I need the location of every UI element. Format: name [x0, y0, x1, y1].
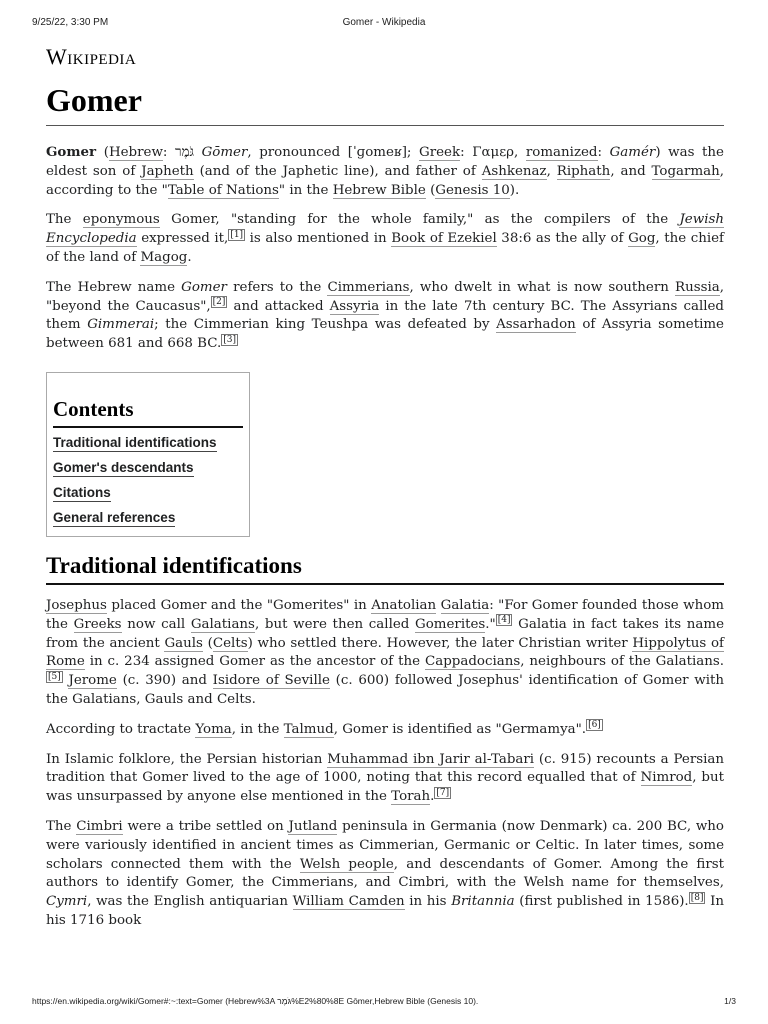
- text: 38:6 as the ally of: [496, 231, 629, 247]
- text: in his: [404, 894, 452, 910]
- toc-heading: Contents: [53, 397, 243, 428]
- lead-paragraph-1: [46, 143, 724, 200]
- text: According to tractate: [46, 721, 196, 737]
- link-greeks[interactable]: Greeks: [73, 616, 122, 632]
- text: .: [187, 249, 192, 265]
- text: [436, 598, 440, 613]
- link-genesis-10[interactable]: Genesis 10: [435, 182, 510, 198]
- link-assyria[interactable]: Assyria: [329, 298, 380, 314]
- toc-list: [53, 433, 243, 528]
- section1-paragraph-4: [46, 818, 724, 931]
- link-cimmerians[interactable]: Cimmerians: [327, 279, 410, 295]
- text: , but were then called: [254, 616, 416, 632]
- print-header: [32, 17, 736, 31]
- print-timestamp: 9/25/22, 3:30 PM: [32, 17, 109, 28]
- reference-link[interactable]: [4]: [497, 615, 511, 626]
- text: .": [485, 616, 496, 632]
- reference-link[interactable]: [5]: [48, 671, 61, 682]
- text: (: [202, 635, 213, 651]
- article-body: [46, 143, 724, 942]
- link-celts[interactable]: Celts: [212, 635, 248, 651]
- text: , pronounced [ˈɡomeʁ];: [247, 145, 420, 160]
- text: The Hebrew name: [46, 279, 182, 295]
- text: peninsula in Germania (now Denmark) ca. 200 BC, who were variously identified in ancient times as Cimmerian, Germanic or Celtic. In later times, some scholars connected them with the: [46, 818, 724, 872]
- text: were a tribe settled on: [122, 818, 289, 834]
- toc-item-label: Gomer's descendants: [53, 459, 194, 475]
- link-table-of-nations[interactable]: Table of Nations: [167, 182, 279, 198]
- text: : גֹּמֶר: [162, 145, 202, 160]
- text: is also mentioned in: [245, 231, 392, 247]
- toc-item-citations[interactable]: [53, 483, 243, 503]
- text: Gōmer: [201, 145, 248, 160]
- text: placed Gomer and the "Gomerites" in: [106, 597, 372, 613]
- link-welsh-people[interactable]: Welsh people: [299, 856, 394, 872]
- text: , the chief of the land of: [46, 231, 724, 265]
- section1-paragraph-3: [46, 751, 724, 807]
- text: refers to the: [226, 279, 328, 295]
- link-jerome[interactable]: Jerome: [68, 673, 117, 689]
- text: Cymri: [46, 894, 88, 910]
- link-hippolytus-of-rome[interactable]: Hippolytus of Rome: [46, 635, 724, 670]
- link-book-of-ezekiel[interactable]: Book of Ezekiel: [391, 231, 497, 247]
- reference-6[interactable]: [586, 719, 603, 731]
- text: Jewish Encyclopedia: [46, 212, 724, 247]
- print-tab-title: Gomer - Wikipedia: [342, 17, 426, 28]
- table-of-contents: [46, 372, 250, 537]
- text: , according to the ": [46, 163, 725, 198]
- lead-paragraph-2: [46, 211, 724, 267]
- text: (c. 915) recounts a Persian tradition that Gomer lived to the age of 1000, noting that this record equalled that of: [46, 751, 724, 786]
- text: .: [430, 789, 435, 805]
- text: in c. 234 assigned Gomer as the ancestor of the: [84, 654, 425, 670]
- link-magog[interactable]: Magog: [140, 249, 188, 265]
- text: , but was unsurpassed by anyone else mentioned in the: [46, 770, 725, 805]
- text: expressed it,: [136, 231, 229, 247]
- text: Gamér: [609, 145, 656, 160]
- text: ,: [546, 163, 557, 179]
- text: , and: [610, 163, 652, 179]
- section1-paragraph-2: [46, 721, 724, 740]
- text: in the late 7th century BC. The Assyrians called them: [46, 298, 725, 333]
- text: In Islamic folklore, the Persian historian: [46, 751, 328, 767]
- link-hebrew-bible[interactable]: Hebrew Bible: [332, 182, 426, 198]
- reference-link[interactable]: [1]: [230, 229, 244, 240]
- section1-paragraph-1: [46, 597, 724, 710]
- text: Gomer: [181, 279, 227, 295]
- reference-link[interactable]: [6]: [588, 720, 601, 731]
- reference-7[interactable]: [434, 787, 451, 799]
- link-isidore-of-seville[interactable]: Isidore of Seville: [212, 673, 330, 689]
- link-al-tabari[interactable]: Muhammad ibn Jarir al-Tabari: [327, 751, 535, 767]
- print-footer: [32, 996, 736, 1010]
- reference-2[interactable]: [211, 296, 228, 308]
- text: , in the: [231, 721, 284, 737]
- link-talmud[interactable]: Talmud: [283, 721, 334, 737]
- text: ) was the eldest son of: [46, 145, 724, 179]
- link-gomerites[interactable]: Gomerites: [415, 616, 486, 632]
- text: Britannia: [451, 894, 515, 910]
- page-title: Gomer: [46, 82, 724, 126]
- reference-link[interactable]: [7]: [436, 787, 450, 798]
- toc-item-general-references[interactable]: [53, 508, 243, 528]
- text: , who dwelt in what is now southern: [409, 279, 676, 295]
- link-eponymous[interactable]: eponymous: [82, 212, 160, 228]
- section-heading-traditional-identifications: Traditional identifications: [46, 553, 724, 585]
- text: now call: [121, 616, 191, 632]
- text: Gimmerai: [87, 317, 155, 333]
- text: (c. 600) followed Josephus' identification of Gomer with the Galatians, Gauls and Celts.: [46, 673, 725, 707]
- link-cimbri[interactable]: Cimbri: [76, 818, 123, 834]
- text: , Gomer is identified as "Germamya".: [333, 721, 587, 737]
- text: , was the English antiquarian: [87, 894, 293, 910]
- reference-link[interactable]: [8]: [690, 892, 704, 903]
- text: , "beyond the Caucasus",: [46, 279, 724, 314]
- text: ).: [509, 182, 520, 198]
- title-bold: Gomer: [46, 144, 97, 160]
- link-riphath[interactable]: Riphath: [556, 163, 611, 179]
- link-hebrew[interactable]: Hebrew: [108, 145, 163, 160]
- link-togarmah[interactable]: Togarmah: [651, 163, 720, 179]
- reference-4[interactable]: [496, 614, 513, 626]
- toc-item-label: Citations: [53, 484, 111, 500]
- text: , and descendants of Gomer. Among the first authors to identify Gomer, the Cimmerians, and Cimbri, with the Welsh name for themselves,: [46, 856, 724, 891]
- link-romanized[interactable]: romanized: [525, 145, 598, 160]
- text: of Assyria sometime between 681 and 668 BC.: [46, 317, 724, 352]
- text: ; the Cimmerian king Teushpa was defeated by: [154, 317, 497, 333]
- toc-item-label: Traditional identifications: [53, 434, 217, 450]
- link-jutland[interactable]: Jutland: [288, 818, 338, 834]
- toc-item-label: General references: [53, 509, 176, 525]
- text: " in the: [278, 182, 333, 198]
- text: The: [46, 818, 77, 834]
- text: In his 1716 book: [46, 894, 724, 928]
- link-japheth[interactable]: Japheth: [141, 163, 194, 179]
- reference-8[interactable]: [689, 892, 706, 904]
- toc-item-traditional-identifications[interactable]: [53, 433, 243, 453]
- link-gog[interactable]: Gog: [628, 231, 656, 247]
- link-ashkenaz[interactable]: Ashkenaz: [481, 163, 547, 179]
- text: (c. 390) and: [116, 673, 213, 689]
- link-cappadocians[interactable]: Cappadocians: [424, 654, 521, 670]
- wikipedia-wordmark[interactable]: Wikipedia: [46, 44, 137, 69]
- link-galatians[interactable]: Galatians: [190, 616, 255, 632]
- print-url: https://en.wikipedia.org/wiki/Gomer#:~:text=Gomer (Hebrew%3A גֹּמֶר%E2%80%8E Gōmer,Hebrew Bible (Genesis 10).: [32, 996, 479, 1006]
- link-william-camden[interactable]: William Camden: [292, 894, 405, 910]
- link-anatolian[interactable]: Anatolian: [371, 597, 437, 613]
- text: , neighbours of the Galatians.: [520, 654, 724, 670]
- text: (and of the Japhetic line), and father of: [193, 163, 482, 179]
- reference-link[interactable]: [2]: [212, 297, 226, 308]
- link-josephus[interactable]: Josephus: [46, 597, 107, 613]
- text: (: [96, 145, 109, 160]
- toc-item-gomers-descendants[interactable]: [53, 458, 243, 478]
- link-greek[interactable]: Greek: [419, 145, 461, 160]
- link-galatia[interactable]: Galatia: [440, 597, 490, 613]
- link-nimrod[interactable]: Nimrod: [640, 770, 693, 786]
- text: : "For Gomer founded those whom the: [46, 597, 724, 632]
- link-yoma[interactable]: Yoma: [195, 721, 232, 737]
- link-russia[interactable]: Russia: [675, 279, 720, 295]
- lead-paragraph-3: [46, 279, 724, 354]
- text: and attacked: [227, 298, 330, 314]
- reference-link[interactable]: [3]: [223, 334, 236, 345]
- text: (: [425, 182, 436, 198]
- text: (first published in 1586).: [514, 894, 689, 910]
- link-gauls[interactable]: Gauls: [164, 635, 203, 651]
- text: : Γαμερ,: [460, 145, 526, 160]
- reference-3[interactable]: [221, 334, 238, 346]
- text: The: [46, 212, 83, 228]
- text: ) who settled there. However, the later Christian writer: [247, 635, 633, 651]
- text: :: [597, 145, 610, 160]
- text: Galatia in fact takes its name from the ancient: [46, 616, 724, 651]
- reference-1[interactable]: [228, 229, 245, 241]
- link-assarhadon[interactable]: Assarhadon: [496, 317, 576, 333]
- link-torah[interactable]: Torah: [391, 789, 431, 805]
- reference-5[interactable]: [46, 671, 63, 683]
- print-page-number: 1/3: [724, 996, 736, 1006]
- text: Gomer, "standing for the whole family," as the compilers of the: [159, 212, 680, 228]
